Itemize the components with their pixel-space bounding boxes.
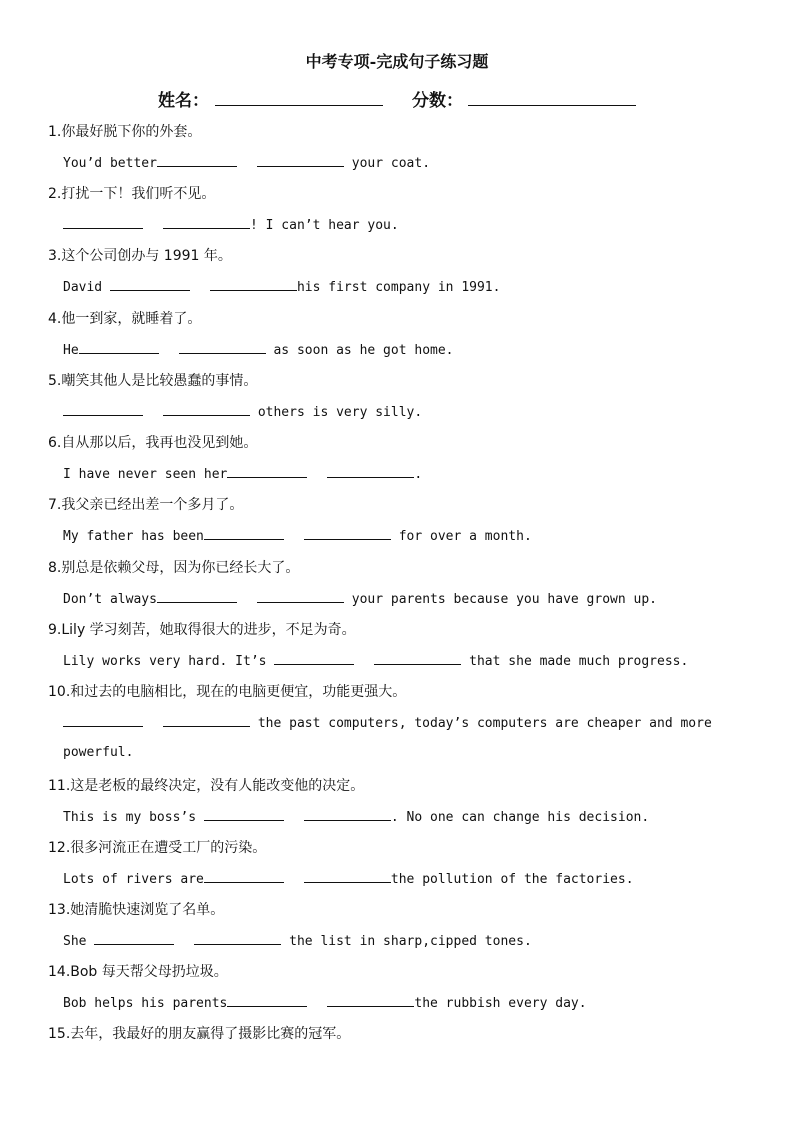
question-chinese-text: 自从那以后，我再也没见到她。 [61,435,258,451]
question-number: 4. [48,311,62,327]
answer-blank[interactable] [63,714,143,727]
english-sentence [63,590,657,607]
question-number: 13. [48,902,71,918]
question-prompt [48,121,201,141]
question-number: 5. [48,373,62,389]
question-prompt [48,1023,350,1043]
sentence-suffix: that she made much progress. [461,654,689,669]
question-number: 3. [48,248,62,264]
answer-blank[interactable] [204,808,284,821]
answer-blank[interactable] [304,808,391,821]
question-chinese-text: 这是老板的最终决定，没有人能改变他的决定。 [70,778,365,794]
english-sentence [63,994,587,1011]
answer-blank[interactable] [327,465,414,478]
english-sentence [63,216,399,233]
question-prompt [48,432,257,452]
question-chinese-text: 你最好脱下你的外套。 [61,124,202,140]
answer-blank[interactable] [63,216,143,229]
english-sentence [63,154,430,171]
question-prompt [48,681,406,701]
sentence-suffix: the past computers, today’s computers are cheaper and more [250,716,712,731]
answer-blank[interactable] [163,216,250,229]
score-label: 分数： [412,91,463,111]
sentence-continuation: powerful. [63,745,134,760]
answer-blank[interactable] [194,932,281,945]
answer-blank[interactable] [94,932,174,945]
question-number: 12. [48,840,71,856]
question-chinese-text: 嘲笑其他人是比较愚蠢的事情。 [61,373,258,389]
answer-blank[interactable] [210,278,297,291]
answer-blank[interactable] [157,154,237,167]
question-prompt [48,308,201,328]
question-number: 8. [48,560,62,576]
sentence-suffix: for over a month. [390,529,532,544]
sentence-suffix: others is very silly. [250,405,423,420]
sentence-suffix: . [414,467,423,482]
sentence-suffix: your parents because you have grown up. [343,592,657,607]
question-number: 10. [48,684,71,700]
answer-blank[interactable] [163,714,250,727]
english-sentence [63,465,422,482]
question-prompt [48,494,243,514]
question-chinese-text: 别总是依赖父母，因为你已经长大了。 [61,560,300,576]
answer-blank[interactable] [257,154,344,167]
english-sentence [63,652,688,669]
question-prompt [48,619,356,639]
sentence-suffix: ! I can’t hear you. [250,218,399,233]
answer-blank[interactable] [79,341,159,354]
question-chinese-text: 去年，我最好的朋友赢得了摄影比赛的冠军。 [70,1026,351,1042]
answer-blank[interactable] [304,527,391,540]
question-number: 9. [48,622,62,638]
sentence-prefix: I have never seen her [63,467,228,482]
question-number: 11. [48,778,71,794]
sentence-prefix: My father has been [63,529,204,544]
english-sentence [63,870,634,887]
question-number: 7. [48,497,62,513]
sentence-prefix: He [63,343,79,358]
question-prompt [48,245,232,265]
question-prompt [48,557,299,577]
question-chinese-text: Bob 每天帮父母扔垃圾。 [70,964,228,980]
question-chinese-text: Lily 学习刻苦，她取得很大的进步，不足为奇。 [61,622,356,638]
question-chinese-text: 和过去的电脑相比，现在的电脑更便宜，功能更强大。 [70,684,407,700]
answer-blank[interactable] [227,994,307,1007]
question-chinese-text: 我父亲已经出差一个多月了。 [61,497,244,513]
answer-blank[interactable] [304,870,391,883]
sentence-prefix: She [63,934,95,949]
english-sentence [63,527,532,544]
answer-blank[interactable] [257,590,344,603]
score-field[interactable] [468,105,636,106]
sentence-prefix: Lily works very hard. It’s [63,654,275,669]
english-sentence [63,278,500,295]
sentence-suffix: the list in sharp,cipped tones. [281,934,532,949]
question-number: 15. [48,1026,71,1042]
sentence-suffix: . No one can change his decision. [390,810,650,825]
answer-blank[interactable] [157,590,237,603]
sentence-suffix: the pollution of the factories. [390,872,634,887]
sentence-prefix: Lots of rivers are [63,872,204,887]
question-chinese-text: 他一到家，就睡着了。 [61,311,202,327]
question-number: 14. [48,964,71,980]
sentence-prefix: David [63,280,110,295]
question-number: 6. [48,435,62,451]
english-sentence [63,808,649,825]
sentence-prefix: This is my boss’s [63,810,204,825]
name-field[interactable] [215,105,383,106]
question-prompt [48,775,364,795]
sentence-prefix: Bob helps his parents [63,996,228,1011]
answer-blank[interactable] [227,465,307,478]
question-prompt [48,899,224,919]
question-prompt [48,961,228,981]
answer-blank[interactable] [179,341,266,354]
answer-blank[interactable] [274,652,354,665]
english-sentence [63,932,532,949]
sentence-suffix: as soon as he got home. [265,343,454,358]
sentence-prefix: Don’t always [63,592,157,607]
answer-blank[interactable] [327,994,414,1007]
sentence-suffix: his first company in 1991. [296,280,501,295]
sentence-suffix: your coat. [343,156,431,171]
answer-blank[interactable] [163,403,250,416]
answer-blank[interactable] [110,278,190,291]
english-sentence [63,714,712,731]
sentence-prefix: You’d better [63,156,157,171]
answer-blank[interactable] [374,652,461,665]
answer-blank[interactable] [204,870,284,883]
question-chinese-text: 打扰一下！我们听不见。 [61,186,216,202]
name-score-row [0,86,794,110]
question-prompt [48,837,266,857]
question-chinese-text: 她清脆快速浏览了名单。 [70,902,225,918]
answer-blank[interactable] [63,403,143,416]
answer-blank[interactable] [204,527,284,540]
question-chinese-text: 很多河流正在遭受工厂的污染。 [70,840,267,856]
question-number: 2. [48,186,62,202]
page-title: 中考专项-完成句子练习题 [305,52,489,71]
name-label: 姓名： [158,91,209,111]
question-chinese-text: 这个公司创办与 1991 年。 [61,248,232,264]
question-prompt [48,183,215,203]
sentence-suffix: the rubbish every day. [414,996,587,1011]
english-sentence [63,341,454,358]
english-sentence [63,403,422,420]
question-number: 1. [48,124,62,140]
question-prompt [48,370,257,390]
